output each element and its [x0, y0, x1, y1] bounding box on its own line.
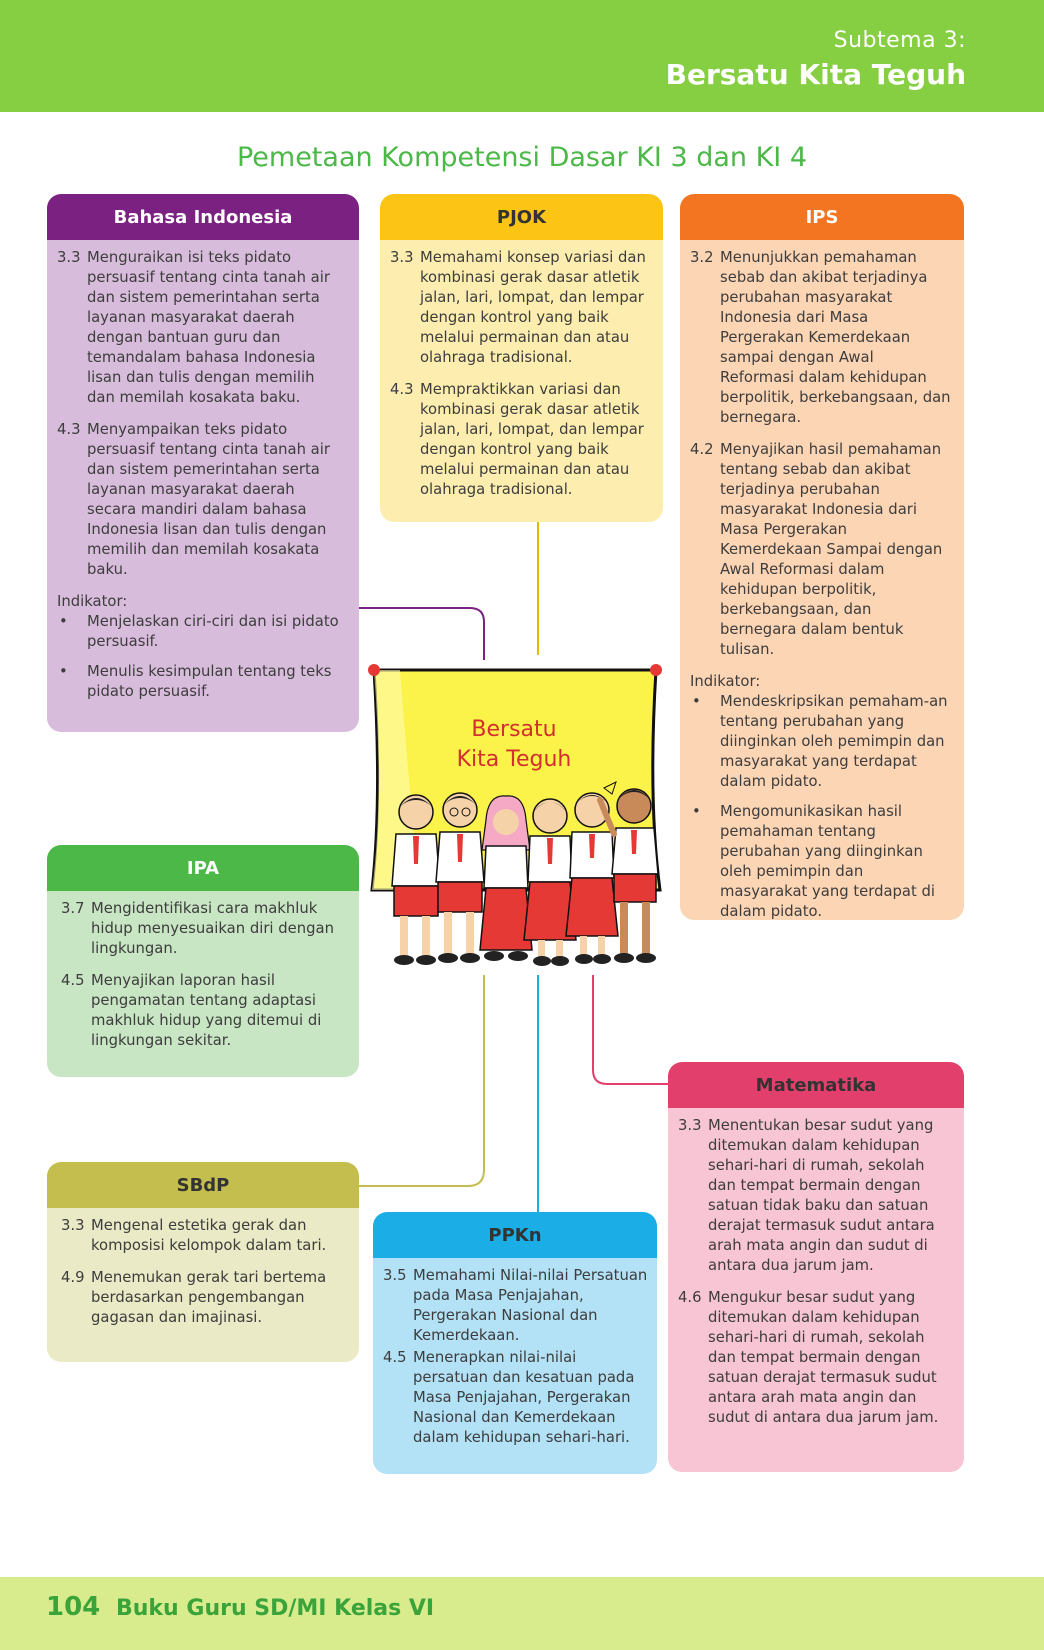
kd-number: 4.3	[57, 421, 81, 438]
kd-text: Menemukan gerak tari bertema berdasarkan pengembangan gagasan dan imajinasi.	[91, 1269, 327, 1326]
indikator-item: • Mendeskripsikan pemaham-an tentang perubahan yang diinginkan oleh pemimpin dan masyarakat yang terdapat dalam pidato.	[690, 692, 952, 792]
kd-number: 3.3	[57, 249, 81, 266]
kd-number: 3.3	[390, 249, 414, 266]
kd-text: Menguraikan isi teks pidato persuasif tentang cinta tanah air dan sistem pemerintahan serta layanan masyarakat daerah dengan bantuan guru dan temandalam bahasa Indonesia lisan dan tulis dengan memilih dan memilah kosakata baku.	[87, 249, 330, 406]
kd-number: 3.3	[678, 1117, 702, 1134]
kd-number: 4.6	[678, 1289, 702, 1306]
ipa-title: IPA	[47, 845, 359, 891]
page-number: 104	[46, 1592, 101, 1622]
kd-item	[61, 1216, 347, 1256]
kd-item	[390, 380, 651, 500]
kd-text: Memahami Nilai-nilai Persatuan pada Masa Penjajahan, Pergerakan Nasional dan Kemerdekaan.	[413, 1267, 648, 1344]
pjok-box	[380, 194, 663, 522]
kd-item	[61, 899, 347, 959]
connector-sbdp	[359, 975, 484, 1186]
kd-number: 4.5	[383, 1349, 407, 1366]
ips-title: IPS	[680, 194, 964, 240]
banner-pin-left	[368, 664, 380, 676]
sbdp-title: SBdP	[47, 1162, 359, 1208]
pjok-title: PJOK	[380, 194, 663, 240]
subtema-title: Bersatu Kita Teguh	[665, 58, 966, 91]
indikator-item: • Menulis kesimpulan tentang teks pidato persuasif.	[57, 662, 347, 702]
kd-item	[678, 1288, 952, 1428]
banner-text-line1: Bersatu	[471, 717, 557, 742]
banner-pin-right	[650, 664, 662, 676]
kd-number: 3.3	[61, 1217, 85, 1234]
subtema-label: Subtema 3:	[833, 28, 966, 53]
book-title: Buku Guru SD/MI Kelas VI	[116, 1596, 435, 1621]
kd-text: Menentukan besar sudut yang ditemukan dalam kehidupan sehari-hari di rumah, sekolah dan tempat bermain dengan satuan tidak baku dan satuan derajat termasuk sudut antara arah mata angin dan sudut di antara dua jarum jam.	[708, 1117, 935, 1274]
kd-item	[57, 420, 347, 580]
kd-text: Memahami konsep variasi dan kombinasi gerak dasar atletik jalan, lari, lompat, dan lempar dengan kontrol yang baik melalui permainan dan atau olahraga tradisional.	[420, 249, 646, 366]
kd-item	[383, 1266, 653, 1346]
kd-text: Menunjukkan pemahaman sebab dan akibat terjadinya perubahan masyarakat Indonesia dari Masa Pergerakan Kemerdekaan sampai dengan Awal Reformasi dalam kehidupan berpolitik, berkebangsaan, dan bernegara.	[720, 249, 951, 426]
ips-box	[680, 194, 964, 920]
page-title: Pemetaan Kompetensi Dasar KI 3 dan KI 4	[236, 142, 808, 173]
kd-item	[57, 248, 347, 408]
matematika-title: Matematika	[668, 1062, 964, 1108]
kd-item	[690, 440, 952, 660]
kd-item	[383, 1348, 653, 1448]
kd-number: 4.9	[61, 1269, 85, 1286]
kd-text: Mengukur besar sudut yang ditemukan dalam kehidupan sehari-hari di rumah, sekolah dan tempat bermain dengan satuan derajat termasuk sudut antara arah mata angin dan sudut di antara dua jarum jam.	[708, 1289, 939, 1426]
sbdp-box	[47, 1162, 359, 1362]
bahasa-indonesia-title: Bahasa Indonesia	[47, 194, 359, 240]
kd-text: Menyajikan hasil pemahaman tentang sebab dan akibat terjadinya perubahan masyarakat Indonesia dari Masa Pergerakan Kemerdekaan Sampai dengan Awal Reformasi dalam kehidupan berpolitik, berkebangsaan, dan bernegara dalam bentuk tulisan.	[720, 441, 943, 658]
kd-item	[678, 1116, 952, 1276]
indikator-item: • Mengomunikasikan hasil pemahaman tentang perubahan yang diinginkan oleh pemimpin dan masyarakat yang terdapat di dalam pidato.	[690, 802, 952, 920]
kd-text: Menyampaikan teks pidato persuasif tentang cinta tanah air dan sistem pemerintahan serta layanan masyarakat daerah secara mandiri dalam bahasa Indonesia lisan dan tulis dengan memilih dan memilah kosakata baku.	[87, 421, 330, 578]
indikator-item: • Menjelaskan ciri-ciri dan isi pidato persuasif.	[57, 612, 347, 652]
ppkn-box	[373, 1212, 657, 1474]
kd-item	[690, 248, 952, 428]
banner-text-line2: Kita Teguh	[456, 747, 572, 772]
indikator-label: Indikator:	[690, 673, 761, 690]
kd-item	[390, 248, 651, 368]
kd-text: Mengidentifikasi cara makhluk hidup menyesuaikan diri dengan lingkungan.	[91, 900, 334, 957]
banner-illustration	[360, 650, 672, 978]
indikator-label: Indikator:	[57, 593, 128, 610]
kd-number: 4.3	[390, 381, 414, 398]
kd-number: 3.2	[690, 249, 714, 266]
ppkn-title: PPKn	[373, 1212, 657, 1258]
kd-number: 4.2	[690, 441, 714, 458]
kd-text: Mempraktikkan variasi dan kombinasi gerak dasar atletik jalan, lari, lompat, dan lempar dengan kontrol yang baik melalui permainan dan atau olahraga tradisional.	[420, 381, 644, 498]
connector-matematika	[593, 975, 668, 1084]
kd-text: Menyajikan laporan hasil pengamatan tentang adaptasi makhluk hidup yang ditemui di lingkungan sekitar.	[91, 972, 322, 1049]
ipa-box	[47, 845, 359, 1077]
kd-number: 3.5	[383, 1267, 407, 1284]
kd-item	[61, 971, 347, 1051]
matematika-box	[668, 1062, 964, 1472]
kd-text: Menerapkan nilai-nilai persatuan dan kesatuan pada Masa Penjajahan, Pergerakan Nasional dan Kemerdekaan dalam kehidupan sehari-hari.	[413, 1349, 635, 1446]
kd-text: Mengenal estetika gerak dan komposisi kelompok dalam tari.	[91, 1217, 327, 1254]
bahasa-indonesia-box	[47, 194, 359, 732]
kd-number: 4.5	[61, 972, 85, 989]
kd-number: 3.7	[61, 900, 85, 917]
kd-item	[61, 1268, 347, 1328]
